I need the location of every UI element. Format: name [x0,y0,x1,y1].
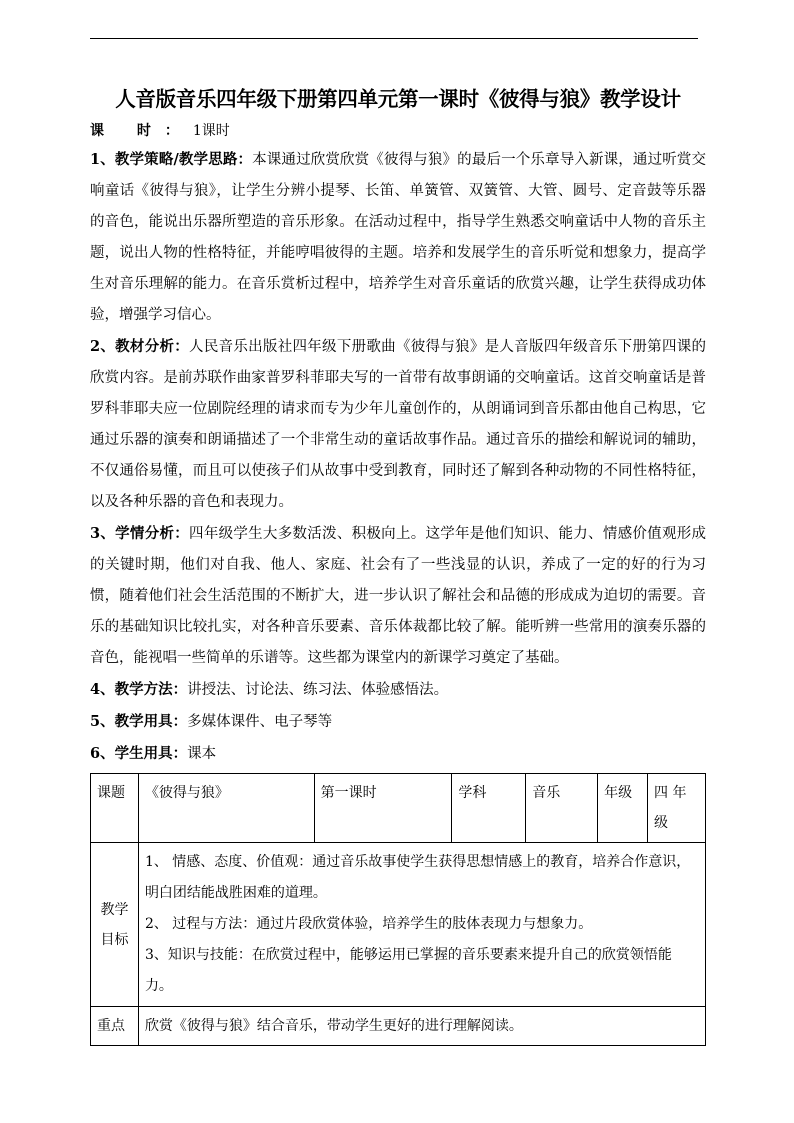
goals-label: 教学目标 [91,843,139,1007]
lesson-time-label: 课 时： [90,123,193,139]
grade-label: 年级 [598,774,648,843]
topic-label: 课题 [91,774,139,843]
lesson-time [90,118,706,144]
document-title: 人音版音乐四年级下册第四单元第一课时《彼得与狼》教学设计 [115,87,681,111]
document-body [90,82,706,1046]
goal-item: 1、 情感、态度、价值观：通过音乐故事使学生获得思想情感上的教育，培养合作意识，明白团结能战胜困难的道理。 [144,854,691,901]
section-text: 课本 [187,746,217,762]
table-row [91,1007,706,1046]
section-text: 人民音乐出版社四年级下册歌曲《彼得与狼》是人音版四年级音乐下册第四课的欣赏内容。是前苏联作曲家普罗科菲耶夫写的一首带有故事朗诵的交响童话。这首交响童话是普罗科菲耶夫应一位剧院经理的请求而专为少年儿童创作的，从朗诵词到音乐都由他自己构思，它通过乐器的演奏和朗诵描述了一个非常生动的童话故事作品。通过音乐的描绘和解说词的辅助，不仅通俗易懂，而且可以使孩子们从故事中受到教育，同时还了解到各种动物的不同性格特征，以及各种乐器的音色和表现力。 [90,339,707,510]
lesson-plan-table [90,773,706,1046]
topic-value: 《彼得与狼》 [138,774,314,843]
grade-value: 四 年级 [648,774,706,843]
goal-item: 2、 过程与方法：通过片段欣赏体验，培养学生的肢体表现力与想象力。 [144,916,593,932]
table-row [91,843,706,1007]
section-heading: 3、学情分析： [90,525,190,542]
key-label: 重点 [91,1007,139,1046]
section-students [90,518,706,674]
section-text: 讲授法、讨论法、练习法、体验感悟法。 [187,682,449,698]
section-material [90,331,706,518]
section-heading: 6、学生用具： [90,745,188,762]
section-text: 本课通过欣赏欣赏《彼得与狼》的最后一个乐章导入新课，通过听赏交响童话《彼得与狼》，让学生分辨小提琴、长笛、单簧管、双簧管、大管、圆号、定音鼓等乐器的音色，能说出乐器所塑造的音乐形象。在活动过程中，指导学生熟悉交响童话中人物的音乐主题，说出人物的性格特征，并能哼唱彼得的主题。培养和发展学生的音乐听觉和想象力，提高学生对音乐理解的能力。在音乐赏析过程中，培养学生对音乐童话的欣赏兴趣，让学生获得成功体验，增强学习信心。 [90,152,707,323]
subject-label: 学科 [452,774,526,843]
period-value: 第一课时 [314,774,452,843]
section-methods [90,674,706,706]
goal-item: 3、知识与技能：在欣赏过程中，能够运用已掌握的音乐要素来提升自己的欣赏领悟能力。 [144,947,672,994]
goals-content [138,843,705,1007]
section-student-tools [90,738,706,770]
key-value: 欣赏《彼得与狼》结合音乐，带动学生更好的进行理解阅读。 [138,1007,705,1046]
header-rule [90,38,698,39]
lesson-time-value: 1课时 [192,123,230,139]
section-heading: 5、教学用具： [90,713,188,730]
section-strategy [90,144,706,331]
section-tools [90,706,706,738]
section-heading: 4、教学方法： [90,681,188,698]
table-row [91,774,706,843]
subject-value: 音乐 [526,774,598,843]
section-text: 多媒体课件、电子琴等 [187,714,333,730]
section-heading: 1、教学策略/教学思路： [90,151,253,168]
section-heading: 2、教材分析： [90,338,190,355]
section-text: 四年级学生大多数活泼、积极向上。这学年是他们知识、能力、情感价值观形成的关键时期，他们对自我、他人、家庭、社会有了一些浅显的认识，养成了一定的好的行为习惯，随着他们社会生活范围的不断扩大，进一步认识了解社会和品德的形成成为迫切的需要。音乐的基础知识比较扎实，对各种音乐要素、音乐体裁都比较了解。能听辨一些常用的演奏乐器的音色，能视唱一些简单的乐谱等。这些都为课堂内的新课学习奠定了基础。 [90,526,707,666]
